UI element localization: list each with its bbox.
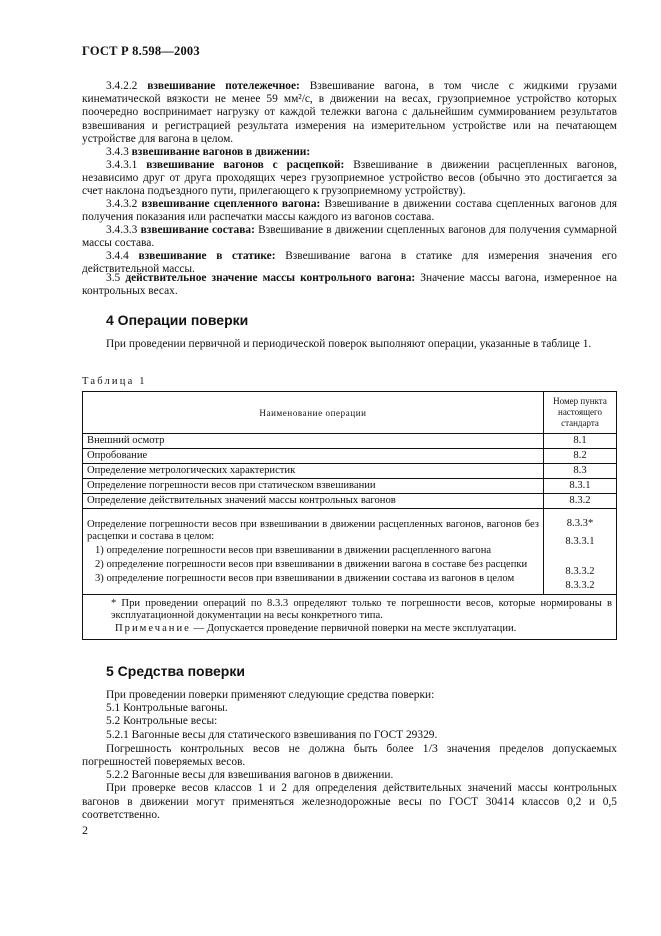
table-caption: Таблица 1 — [82, 376, 147, 387]
operation-name: Определение погрешности весов при статическом взвешивании — [83, 479, 544, 494]
table-row — [83, 494, 617, 509]
operation-subitem: 2) определение погрешности весов при взвешивании в движении вагона в составе без расцепки — [95, 558, 528, 570]
operation-subitem: 1) определение погрешности весов при взвешивании в движении расцепленного вагона — [95, 544, 492, 556]
item-5-2-2: 5.2.2 Вагонные весы для взвешивания вагонов в движении. — [106, 769, 394, 782]
clause-ref: 8.3 — [544, 464, 617, 479]
operation-name: Опробование — [83, 449, 544, 464]
section-4-intro — [82, 338, 617, 351]
clause-ref: 8.3.3.2 — [565, 580, 595, 591]
table-notes — [83, 595, 617, 640]
note-label: Примечание — [115, 623, 191, 634]
term: действительное значение массы контрольного вагона: — [125, 272, 416, 284]
clause-number: 3.4.3.1 — [106, 159, 138, 171]
item-5-2-1: 5.2.1 Вагонные весы для статического взвешивания по ГОСТ 29329. — [106, 728, 438, 741]
paragraph-3-4-3 — [82, 146, 617, 159]
footnote-text: * При проведении операций по 8.3.3 определяют только те погрешности весов, которые нормированы в эксплуатационной документации на весы конкретного типа. — [111, 598, 612, 621]
table-row — [83, 479, 617, 494]
table-group-row — [83, 509, 617, 595]
table-row — [83, 464, 617, 479]
operation-group-cell — [83, 509, 544, 595]
definition-text: Взвешивание в движении расцепленных вагонов, независимо друг от друга проходящих через грузоприемное устройство весов (обычно это достигается за счет наклона подъездного пути, прилегающего к грузоприемному устройству). — [82, 159, 617, 198]
paragraph-3-4-3-2 — [82, 198, 617, 224]
section-5-body — [82, 689, 617, 822]
clause-ref-group — [544, 509, 617, 595]
table-row — [83, 434, 617, 449]
clause-ref: 8.3.3* — [566, 518, 594, 529]
definition-text: Взвешивание в движении состава сцепленных вагонов для получения показания или распечатки массы каждого из вагонов состава. — [82, 198, 618, 224]
paragraph-3-4-2-2 — [82, 80, 617, 146]
definition-text: Взвешивание вагона, в том числе с жидкими грузами кинематической вязкости не менее 59 мм²/с, в движении на весах, грузоприемное устройство которых поочередно воспринимает нагрузку от каждой тележки вагона с дальнейшим суммированием результатов взвешивания и регистрацией результата измерения на измерительном устройстве или на печатающем устройстве для вагона в целом. — [82, 80, 617, 145]
page-number: 2 — [82, 823, 88, 837]
clause-ref: 8.1 — [544, 434, 617, 449]
section-5-title: 5 Средства поверки — [106, 663, 245, 679]
note-text: — Допускается проведение первичной поверки на месте эксплуатации. — [193, 623, 517, 634]
clause-number: 3.4.2.2 — [106, 80, 138, 92]
accuracy-paragraph — [82, 742, 617, 769]
clause-ref: 8.2 — [544, 449, 617, 464]
item-5-2: 5.2 Контрольные весы: — [106, 715, 218, 728]
definition-text: Значение массы вагона, измеренное на контрольных весах. — [82, 272, 617, 298]
clause-ref: 8.3.2 — [544, 494, 617, 509]
table-row — [83, 449, 617, 464]
paragraph-3-4-3-1 — [82, 159, 617, 199]
document-header: ГОСТ Р 8.598—2003 — [82, 44, 200, 58]
clause-number: 3.4.3 — [106, 146, 129, 158]
fraction-one-third: 1/3 — [422, 740, 438, 755]
term: взвешивание вагонов с расцепкой: — [146, 159, 345, 171]
section-4-title: 4 Операции поверки — [106, 312, 249, 328]
accuracy-text: Погрешность контрольных весов не должна быть более — [106, 742, 414, 755]
table-note — [87, 623, 612, 635]
term: взвешивание в статике: — [138, 250, 276, 262]
clause-ref: 8.3.1 — [544, 479, 617, 494]
operation-name: Внешний осмотр — [83, 434, 544, 449]
column-header-clause: Номер пункта настоящего стандарта — [544, 392, 617, 434]
term: взвешивание состава: — [140, 224, 255, 236]
table-header-row — [83, 392, 617, 434]
clause-number: 3.4.3.3 — [106, 224, 138, 236]
column-header-operation: Наименование операции — [83, 392, 544, 434]
class-paragraph — [82, 782, 617, 822]
clause-number: 3.4.3.2 — [106, 198, 138, 210]
clause-number: 3.4.4 — [106, 250, 129, 262]
operations-table — [82, 391, 617, 640]
clause-number: 3.5 — [106, 272, 121, 284]
clause-ref: 8.3.3.1 — [565, 536, 595, 547]
operation-group-title: Определение погрешности весов при взвешивании в движении расцепленных вагонов, вагонов без расцепки и состава в целом: — [87, 518, 539, 542]
table-footnote-row — [83, 595, 617, 640]
section-5-intro: При проведении поверки применяют следующие средства поверки: — [106, 689, 435, 701]
term: взвешивание потележечное: — [147, 80, 300, 92]
clause-ref: 8.3.3.2 — [565, 566, 595, 577]
operation-name: Определение действительных значений массы контрольных вагонов — [83, 494, 544, 509]
operation-subitem: 3) определение погрешности весов при взвешивании в движении состава из вагонов в целом — [95, 572, 515, 584]
definition-text: Взвешивание в движении сцепленных вагонов для получения суммарной массы состава. — [82, 224, 617, 250]
section-4-intro-text: При проведении первичной и периодической поверок выполняют операции, указанные в таблице 1. — [106, 338, 592, 350]
paragraph-3-5 — [82, 272, 617, 298]
class-text: При проверке весов классов 1 и 2 для определения действительных значений массы контрольных вагонов в движении могут применяться железнодорожные весы по ГОСТ 30414 классов 0,2 и 0,5 соответственно. — [82, 782, 617, 821]
table-footnote — [87, 598, 612, 622]
operation-name: Определение метрологических характеристик — [83, 464, 544, 479]
term: взвешивание сцепленного вагона: — [141, 198, 321, 210]
paragraph-3-4-3-3 — [82, 224, 617, 250]
accuracy-text-end: значения пределов допускаемых погрешностей поверяемых весов. — [82, 742, 617, 769]
term: взвешивание вагонов в движении: — [131, 146, 311, 158]
item-5-1: 5.1 Контрольные вагоны. — [106, 702, 228, 715]
definition-text: Взвешивание вагона в статике для измерения значения его действительной массы. — [82, 250, 617, 276]
